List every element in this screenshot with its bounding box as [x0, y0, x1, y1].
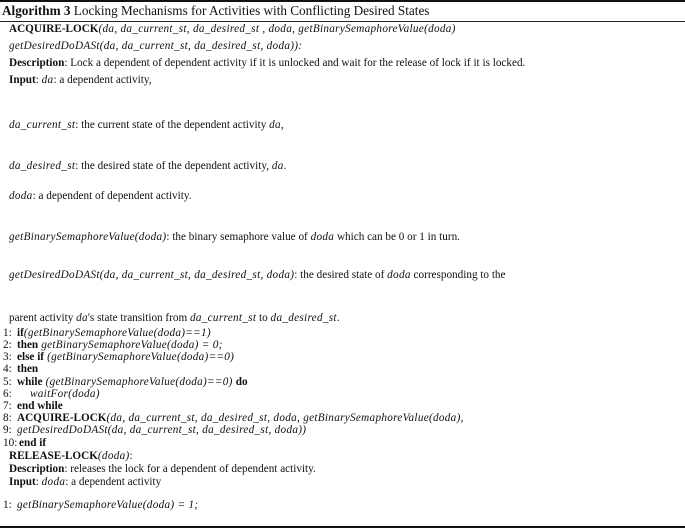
caption-rule	[0, 21, 685, 22]
input-var: da_current_st	[9, 119, 76, 131]
input-var: doda	[41, 476, 66, 488]
algorithm-label: Algorithm 3	[2, 3, 71, 18]
line-number: 1:	[3, 499, 12, 511]
input-var-ref: doda	[387, 269, 411, 281]
input-text: : a dependent activity	[65, 476, 162, 488]
code: (da, da_current_st, da_desired_st, doda, getBinarySemaphoreValue(doda),	[106, 412, 464, 424]
input-text: : the desired state of	[294, 269, 388, 281]
line-number: 6:	[3, 388, 12, 400]
keyword: end while	[17, 400, 63, 412]
line-number: 10:	[3, 437, 18, 449]
input-tail: corresponding to the	[410, 269, 506, 281]
cont-text: 's state transition from	[87, 312, 190, 324]
input-var: getDesiredDoDASt(da, da_current_st, da_desired_st, doda)	[9, 269, 295, 281]
cont-text: to	[256, 312, 271, 324]
line-number: 9:	[3, 424, 12, 436]
keyword: ACQUIRE-LOCK	[17, 412, 107, 424]
input-tail: ,	[280, 119, 284, 131]
line-number: 8:	[3, 412, 12, 424]
release-description	[9, 463, 316, 476]
input-tail: which can be 0 or 1 in turn.	[334, 231, 460, 243]
code: getBinarySemaphoreValue(doda) = 1;	[17, 499, 199, 511]
line-number: 5:	[3, 376, 12, 388]
input-text: : a dependent activity,	[53, 74, 152, 86]
input-var: da	[41, 74, 54, 86]
step-10	[3, 437, 46, 450]
code: getBinarySemaphoreValue(doda) = 0;	[38, 339, 223, 351]
input-var: da_desired_st	[9, 160, 76, 172]
line-number: 4:	[3, 363, 12, 375]
acquire-input-2	[9, 160, 286, 173]
procedure-params: (da, da_current_st, da_desired_st , doda, getBinarySemaphoreValue(doda)	[98, 23, 456, 35]
code: getDesiredDoDASt(da, da_current_st, da_desired_st, doda))	[17, 424, 307, 436]
input-var: getBinarySemaphoreValue(doda)	[9, 231, 167, 243]
acquire-input-4	[9, 231, 460, 244]
keyword: then	[17, 363, 39, 375]
cont-var: da_current_st	[189, 312, 257, 324]
code: (getBinarySemaphoreValue(doda)==0)	[44, 351, 235, 363]
procedure-params: (doda)	[97, 450, 130, 462]
release-step-1	[3, 499, 198, 512]
input-text: : the current state of the dependent activity	[75, 119, 270, 131]
cont-var: da_desired_st	[270, 312, 337, 324]
acquire-input-continuation	[9, 312, 340, 325]
keyword: do	[235, 376, 248, 388]
keyword: if	[17, 327, 24, 339]
top-rule	[0, 0, 685, 2]
input-text: : the desired state of the dependent activity,	[75, 160, 272, 172]
acquire-input-0: Input: da: a dependent activity,	[9, 74, 152, 86]
input-var-ref: da	[269, 119, 281, 131]
algorithm-title: Locking Mechanisms for Activities with Conflicting Desired States	[73, 3, 430, 18]
input-tail: .	[283, 160, 287, 172]
algorithm-caption	[2, 3, 429, 19]
bottom-rule	[0, 526, 685, 528]
keyword: then	[17, 339, 39, 351]
step-9	[3, 424, 306, 437]
input-var-ref: doda	[310, 231, 335, 243]
input-var-ref: da	[271, 160, 284, 172]
input-text: : the binary semaphore value of	[166, 231, 311, 243]
procedure-name: RELEASE-LOCK	[9, 450, 98, 462]
acquire-lock-signature-line1	[9, 23, 456, 36]
signature-tail: :	[129, 450, 133, 462]
input-var: doda	[9, 190, 33, 202]
acquire-input-5	[9, 269, 506, 282]
description-label: Description	[9, 463, 65, 475]
code: waitFor(doda)	[30, 388, 100, 400]
cont-text: .	[336, 312, 340, 324]
acquire-lock-signature-line2	[9, 40, 302, 53]
input-label: Input	[9, 476, 36, 488]
acquire-input-3	[9, 190, 192, 203]
code: (getBinarySemaphoreValue(doda)==1)	[23, 327, 211, 339]
code: (getBinarySemaphoreValue(doda)==0)	[42, 376, 236, 388]
procedure-name: ACQUIRE-LOCK	[9, 23, 99, 35]
acquire-description	[9, 57, 525, 70]
line-number: 1:	[3, 327, 12, 339]
release-input: Input: doda: a dependent activity	[9, 476, 162, 488]
keyword: else if	[17, 351, 45, 363]
line-number: 7:	[3, 400, 12, 412]
description-text: : releases the lock for a dependent of dependent activity.	[64, 463, 316, 475]
line-number: 2:	[3, 339, 12, 351]
procedure-params-cont: getDesiredDoDASt(da, da_current_st, da_desired_st, doda)):	[9, 40, 303, 52]
description-text: : Lock a dependent of dependent activity if it is unlocked and wait for the release of lock if it is locked.	[64, 57, 526, 69]
cont-text: parent activity	[9, 312, 77, 324]
step-4	[3, 363, 38, 376]
release-lock-signature	[9, 450, 133, 463]
keyword: while	[17, 376, 43, 388]
input-text: : a dependent of dependent activity.	[32, 190, 192, 202]
keyword: end if	[19, 437, 47, 449]
acquire-input-1	[9, 119, 284, 132]
cont-var: da	[76, 312, 88, 324]
description-label: Description	[9, 57, 65, 69]
input-label: Input	[9, 74, 36, 86]
line-number: 3:	[3, 351, 12, 363]
